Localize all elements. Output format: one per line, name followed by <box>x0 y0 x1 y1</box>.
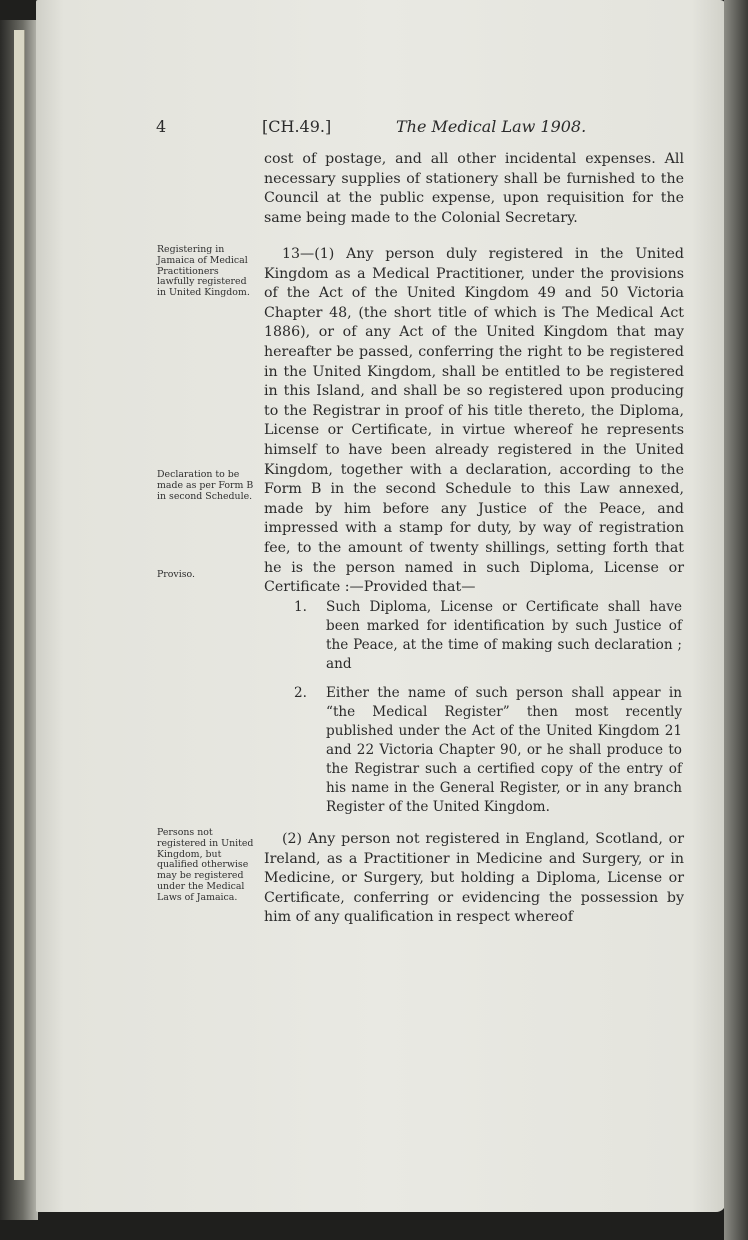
running-header <box>36 117 726 143</box>
margin-note-persons-not-registered: Persons not registered in United Kingdom, but qualified otherwise may be registered under the Medical Laws of Jamaica. <box>157 827 254 903</box>
chapter-reference: [CH.49.] <box>262 117 332 136</box>
proviso-item: 2. Either the name of such person shall appear in “the Medical Register” then most recently published under the Act of the United Kingdom 21 and 22 Victoria Chapter 90, or he shall produce to the Registrar such a certified copy of the entry of his name in the General Register, or in any branch Register of the United Kingdom. <box>294 685 682 815</box>
page-right-edge <box>724 0 748 1240</box>
law-title: The Medical Law 1908. <box>396 117 587 136</box>
continuation-paragraph: cost of postage, and all other incidental expenses. All necessary supplies of stationery shall be furnished to the Council at the public expense, upon requisition for the same being made to the Colonial Secretary. <box>264 151 684 226</box>
previous-page-edge <box>14 30 25 1180</box>
margin-note-registering: Registering in Jamaica of Medical Practitioners lawfully registered in United Kingdom. <box>157 244 250 299</box>
proviso-list <box>294 598 682 817</box>
section-13-2: (2) Any person not registered in England, Scotland, or Ireland, as a Practitioner in Medicine and Surgery, or in Medicine, or Surgery, but holding a Diploma, License or Certificate, conferring or evidencing the possession by him of any qualification in respect whereof <box>264 831 684 926</box>
proviso-item: 1. Such Diploma, License or Certificate shall have been marked for identification by such Justice of the Peace, at the time of making such declaration ; and <box>294 599 682 672</box>
margin-note-proviso: Proviso. <box>157 569 195 580</box>
section-13-1: 13—(1) Any person duly registered in the United Kingdom as a Medical Practitioner, under the provisions of the Act of the United Kingdom 49 and 50 Victoria Chapter 48, (the short title of which is The Medical Act 1886), or of any Act of the United Kingdom that may hereafter be passed, conferring the right to be registered in the United Kingdom, shall be entitled to be registered in this Island, and shall be so registered upon producing to the Registrar in proof of his title thereto, the Diploma, License or Certificate, in virtue whereof he represents himself to have been already registered in the United Kingdom, together with a declaration, according to the Form B in the second Schedule to this Law annexed, made by him before any Justice of the Peace, and impressed with a stamp for duty, by way of registration fee, to the amount of twenty shillings, setting forth that he is the person named in such Diploma, License or Certificate :—Provided that— <box>264 246 684 596</box>
document-page <box>36 0 726 1212</box>
margin-note-declaration: Declaration to be made as per Form B in second Schedule. <box>157 469 254 502</box>
page-number: 4 <box>156 117 167 136</box>
